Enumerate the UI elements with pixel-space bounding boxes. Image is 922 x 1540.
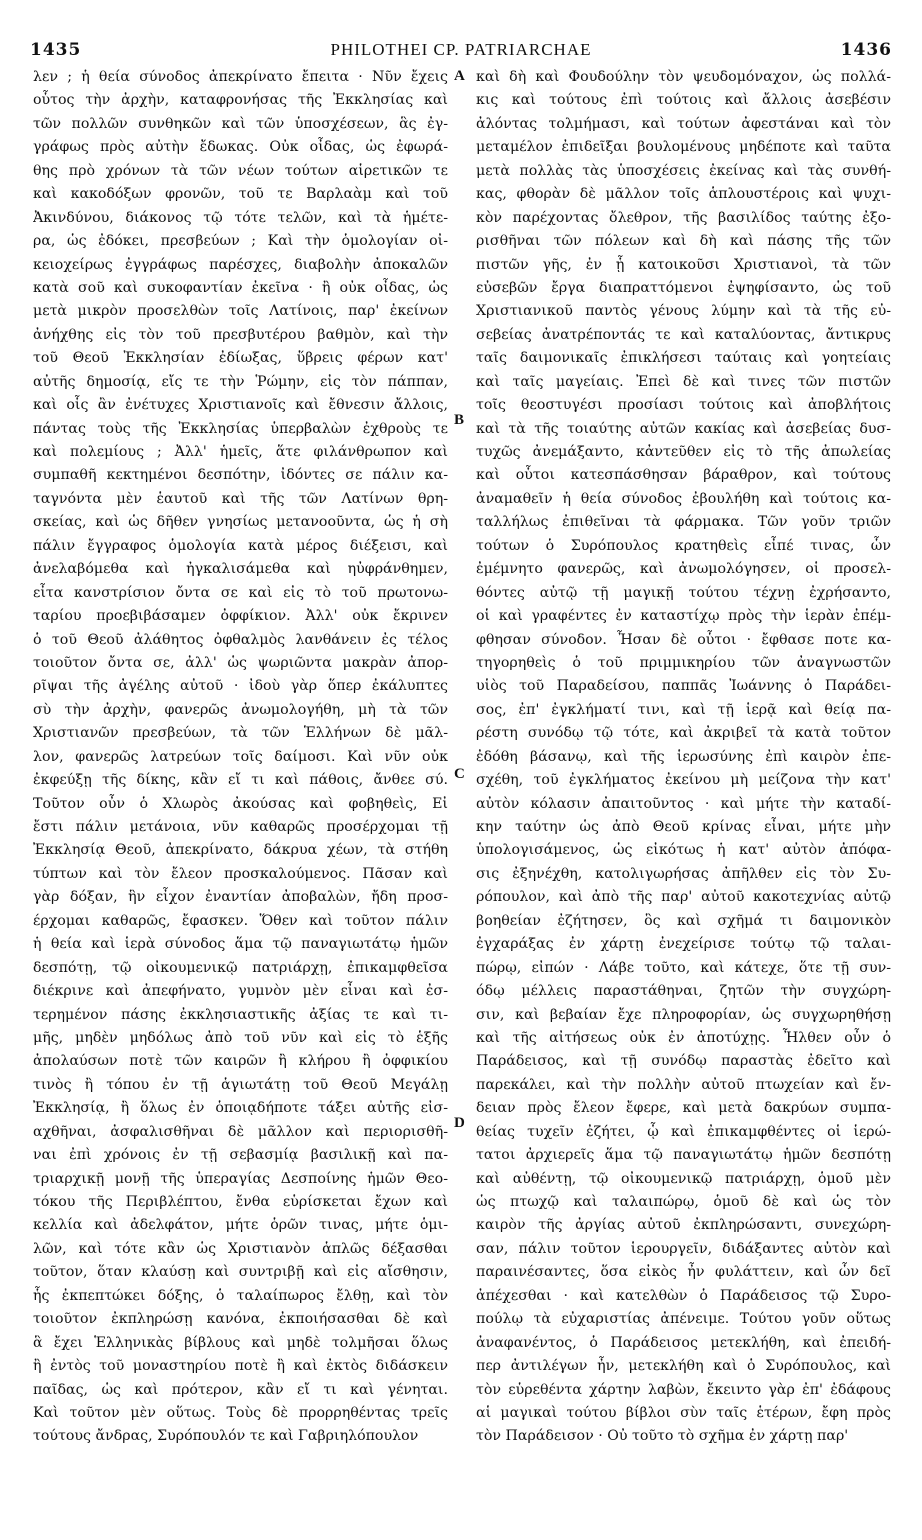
text-line: ρα, ὡς ἐδόκει, πρεσβεύων ; Καὶ τὴν ὁμολογίαν οἰ- <box>33 233 448 250</box>
text-line: καὶ τὰ τῆς τοιαύτης αὐτῶν κακίας καὶ ἀσεβείας δυσ- <box>476 420 891 437</box>
section-marker-b: B <box>454 412 465 428</box>
text-line: καὶ ταῖς μαγείαις. Ἐπεὶ δὲ καὶ τινες τῶν πιστῶν <box>476 373 891 390</box>
text-line: σαν, πάλιν τοῦτον ἱερουργεῖν, διδάξαντες αὐτὸν καὶ <box>476 1240 891 1257</box>
text-line: ἔστι πάλιν μετάνοια, νῦν καθαρῶς προσέρχομαι τῇ <box>33 819 448 835</box>
text-line: σιν, καὶ βεβαίαν ἔχε πληροφορίαν, ὡς συγχωρηθήσῃ <box>476 1006 891 1023</box>
text-line: ρισθῆναι τῶν πόλεων καὶ δὴ καὶ πάσης τῆς τῶν <box>476 233 891 250</box>
right-page-number: 1436 <box>840 40 892 60</box>
text-line: ἐδόθη βάσανῳ, καὶ τῆς ἱερωσύνης ἐπὶ καιρὸν ἐπε- <box>476 748 891 765</box>
text-line: ἀπέχεσθαι · καὶ κατελθὼν ὁ Παράδεισος τῷ Συρο- <box>476 1287 891 1304</box>
text-line: κελλία καὶ ἀδελφάτον, μήτε ὁρῶν τινας, μήτε ὁμι- <box>33 1217 448 1234</box>
text-line: Χριστιανικοῦ παντὸς γένους λύμην καὶ τὰ τῆς εὐ- <box>476 303 891 320</box>
text-line: ἐγχαράξας ἐν χάρτῃ ἐνεχείρισε τούτῳ τῷ ταλαι- <box>476 936 891 953</box>
text-line: παραινέσαντες, ὅσα εἰκὸς ἦν φυλάττειν, καὶ ὧν δεῖ <box>476 1264 891 1281</box>
text-line: σὺ τὴν ἀρχὴν, φανερῶς ἀνωμολογήθη, μὴ τὰ τῶν <box>33 701 448 718</box>
text-line: κας, φθορὰν δὲ μᾶλλον τοῖς ἁπλουστέροις καὶ ψυχι- <box>476 186 891 203</box>
text-line: ἃ ἔχει Ἑλληνικὰς βίβλους καὶ μηδὲ τολμῆσαι ὅλως <box>33 1334 448 1351</box>
text-line: τὸν Παράδεισον · Οὐ τοῦτο τὸ σχῆμα ἐν χάρτῃ παρ' <box>476 1428 849 1445</box>
text-line: θόντες αὐτῷ τῇ μαγικῇ τούτου τέχνῃ ἐχρήσαντο, <box>476 584 891 601</box>
section-marker-a: A <box>454 68 465 84</box>
text-line: ἀναφανέντος, ὁ Παράδεισος μετεκλήθη, καὶ ἐπειδή- <box>476 1334 891 1351</box>
text-line: καὶ οὗτοι κατεσπάσθησαν βάραθρον, καὶ τούτους <box>476 467 891 484</box>
text-line: πώρῳ, εἰπών · Λάβε τοῦτο, καὶ κάτεχε, ὅτε τῇ συν- <box>476 959 891 976</box>
section-marker-c: C <box>454 766 465 782</box>
text-line: τόκου τῆς Περιβλέπτου, ἔνθα εὑρίσκεται ἔχων καὶ <box>33 1194 448 1210</box>
text-line: Παράδεισος, καὶ τῇ συνόδῳ παραστὰς ἐδεῖτο καὶ <box>476 1053 891 1070</box>
text-line: όδῳ μέλλεις παραστάθηναι, ζητῶν τὴν συγχώρη- <box>476 983 891 1000</box>
text-line: γράφως πρὸς αὐτὴν ἔδωκας. Οὐκ οἶδας, ὡς ἐφωρά- <box>33 139 448 156</box>
text-line: διέκρινε καὶ ἀπεφήνατο, γυμνὸν μὲν εἶναι καὶ ἐσ- <box>33 983 448 1000</box>
text-line: κειοχείρως ἐγγράφως παρέσχες, διαβολὴν ἀποκαλῶν <box>33 256 448 273</box>
text-line: τούτων ὁ Συρόπουλος κρατηθεὶς εἶπέ τινας, ὧν <box>476 537 891 554</box>
text-line: Ἐκκλησίᾳ, ἢ ὅλως ἐν ὁποιᾳδήποτε τάξει αὐτῆς εἰσ- <box>33 1100 448 1117</box>
text-line: κὸν παρέχοντας ὄλεθρον, τῆς βασιλίδος ταύτης ἐξο- <box>476 209 891 226</box>
text-line: τατοι ἀρχιερεῖς ἅμα τῷ παναγιωτάτῳ ἡμῶν δεσπότῃ <box>476 1147 891 1164</box>
text-line: οἱ καὶ γραφέντες ἐν καταστίχῳ πρὸς τὴν ἱερὰν ἐπέμ- <box>476 608 891 625</box>
text-line: καὶ οἷς ἂν ἐνέτυχες Χριστιανοῖς καὶ ἔθνεσιν ἄλλοις, <box>33 397 448 414</box>
right-text-column <box>476 66 891 1449</box>
text-line: εὐσεβῶν ἔργα διαπραττόμενοι ἐψηφίσαντο, ὡς τοῦ <box>476 279 891 296</box>
text-line: κις καὶ τούτους ἐπὶ τούτοις καὶ ἄλλοις ἀσεβέσιν <box>476 92 891 109</box>
text-line: τὸν εὑρεθέντα χάρτην λαβὼν, ἔκειντο γὰρ ἐπ' ἐδάφους <box>476 1381 891 1398</box>
text-line: τοῦτον, ὅταν κλαύσῃ καὶ συντριβῇ καὶ εἰς αἴσθησιν, <box>33 1264 448 1281</box>
text-line: πιστῶν γῆς, ἐν ᾗ κατοικοῦσι Χριστιανοὶ, τὰ τῶν <box>476 256 891 273</box>
text-line: γὰρ δόξαν, ἣν εἶχον ἐναντίαν ἀποβαλὼν, ἤδη προσ- <box>33 889 448 906</box>
text-line: συμπαθῆ κεκτημένοι δεσπότην, ἰδόντες σε πάλιν κα- <box>33 467 448 484</box>
text-line: καὶ δὴ καὶ Φουδούλην τὸν ψευδομόναχον, ὡς πολλά- <box>476 69 891 85</box>
text-line: υἱὸς τοῦ Παραδείσου, παππᾶς Ἰωάννης ὁ Παράδει- <box>476 678 891 695</box>
text-line: ἢ ἐντὸς τοῦ μοναστηρίου ποτὲ ἢ καὶ ἐκτὸς διδάσκειν <box>33 1358 448 1375</box>
text-line: ἀνήχθης εἰς τὸν τοῦ πρεσβυτέρου βαθμὸν, καὶ τὴν <box>33 326 448 343</box>
text-line: δειαν πρὸς ἔλεον ἔφερε, καὶ μετὰ δακρύων συμπα- <box>476 1100 891 1117</box>
text-line: Τοῦτον οὖν ὁ Χλωρὸς ἀκούσας καὶ φοβηθεὶς, Εἰ <box>33 795 448 812</box>
text-line: τῶν πολλῶν συνθηκῶν καὶ τῶν ὑποσχέσεων, ἃς ἐγ- <box>33 115 448 132</box>
text-line: καὶ αὐθέντῃ, τῷ οἰκουμενικῷ πατριάρχῃ, ὁμοῦ μὲν <box>476 1170 891 1187</box>
text-line: ἧς ἐκπεπτώκει δόξης, ὁ ταλαίπωρος ἔλθῃ, καὶ τὸν <box>33 1287 448 1304</box>
text-line: μεταμέλον ἐπιδεῖξαι βουλομένους μηδέποτε καὶ ταῦτα <box>476 139 891 156</box>
text-line: οὗτος τὴν ἀρχὴν, καταφρονήσας τῆς Ἐκκλησίας καὶ <box>33 92 448 109</box>
text-line: ἀπολαύσων ποτὲ τῶν καιρῶν ἢ κλήρου ἢ ὀφφικίου <box>33 1053 448 1070</box>
text-line: καὶ κακοδόξων φρονῶν, τοῦ τε Βαρλαὰμ καὶ τοῦ <box>33 186 448 203</box>
left-text-column <box>33 66 448 1449</box>
text-line: Ἀκινδύνου, διάκονος τῷ τότε τελῶν, καὶ τὰ ἡμέτε- <box>33 209 448 226</box>
text-line: λεν ; ἡ θεία σύνοδος ἀπεκρίνατο ἔπειτα · Νῦν ἔχεις <box>33 69 448 85</box>
text-line: λῶν, καὶ τότε κἂν ὡς Χριστιανὸν ἁπλῶς δέξασθαι <box>33 1240 448 1257</box>
text-line: ρόπουλον, καὶ ἀπὸ τῆς παρ' αὐτοῦ κακοτεχνίας αὐτῷ <box>476 889 891 906</box>
text-line: λον, φανερῶς λατρεύων τοῖς δαίμοσι. Καὶ νῦν οὐκ <box>33 748 448 765</box>
text-line: ἐκφεύξῃ τῆς δίκης, κἂν εἴ τι καὶ πάθοις, ἄνθεε σύ. <box>33 772 448 789</box>
text-line: ἀλόντας τολμήμασι, καὶ τούτων ἀφεστάναι καὶ τὸν <box>476 115 891 132</box>
page-header <box>30 40 892 64</box>
text-line: σκείας, καὶ ὡς δῆθεν γνησίως μετανοοῦντα, ὡς ἡ σὴ <box>33 514 448 531</box>
left-page-number: 1435 <box>30 40 82 60</box>
text-line: τερημένον πάσης ἐκκλησιαστικῆς ἀξίας τε καὶ τι- <box>33 1006 448 1023</box>
text-line: καὶ τῆς αἰτήσεως οὐκ ἐν ἀποτύχῃς. Ἦλθεν οὖν ὁ <box>476 1029 891 1046</box>
text-line: πούλῳ τὰ εὐχαριστίας ἀπένειμε. Τούτου γοῦν οὕτως <box>476 1311 891 1328</box>
text-line: ρέστη συνόδῳ τῷ τότε, καὶ ἀκριβεῖ τὰ κατὰ τοῦτον <box>476 725 891 742</box>
text-line: ρῖψαι τῆς ἀγέλης αὐτοῦ · ἰδοὺ γὰρ ὅπερ ἐκάλυπτες <box>33 678 448 695</box>
text-line: καὶ πολεμίους ; Ἀλλ' ἡμεῖς, ἅτε φιλάνθρωπον καὶ <box>33 444 448 460</box>
text-line: παρεκάλει, καὶ τὴν πολλὴν αὐτοῦ πτωχείαν καὶ ἔν- <box>476 1076 891 1093</box>
text-line: σος, ἐπ' ἐγκλήματί τινι, καὶ τῇ ἱερᾷ καὶ θείᾳ πα- <box>476 701 891 718</box>
text-line: ἀνελαβόμεθα καὶ ἠγκαλισάμεθα καὶ ηὐφράνθημεν, <box>33 561 448 578</box>
text-line: πάλιν ἔγγραφος ὁμολογία κατὰ μέρος διέξεισι, καὶ <box>33 537 448 554</box>
text-line: Ἐκκλησίᾳ Θεοῦ, ἀπεκρίνατο, δάκρυα χέων, τὰ στήθη <box>33 842 448 859</box>
text-line: ταγνόντα μὲν ἑαυτοῦ καὶ τῆς τῶν Λατίνων θρη- <box>33 490 448 507</box>
text-line: περ ἀντιλέγων ἦν, μετεκλήθη καὶ ὁ Συρόπουλος, καὶ <box>476 1358 891 1375</box>
text-line: τυχῶς ἀνεμάξαντο, κἀντεῦθεν εἰς τὸ τῆς ἀπωλείας <box>476 444 891 460</box>
running-title: PHILOTHEI CP. PATRIARCHAE <box>330 40 592 59</box>
text-line: έρχομαι καθαρῶς, ἔφασκεν. Ὅθεν καὶ τοῦτον πάλιν <box>33 912 448 929</box>
text-line: ἐμέμνητο φανερῶς, καὶ ἀνωμολόγησεν, οἱ προσελ- <box>476 561 891 578</box>
text-line: καιρὸν τῆς ἀργίας αὐτοῦ ἐκπληρώσαντι, συνεχώρη- <box>476 1217 891 1234</box>
text-line: θης πρὸ χρόνων τὰ τῶν νέων τούτων αἱρετικῶν τε <box>33 162 448 179</box>
text-line: αχθῆναι, ἀσφαλισθῆναι δὲ μᾶλλον καὶ περιορισθῆ- <box>33 1123 448 1140</box>
text-line: δεσπότῃ, τῷ οἰκουμενικῷ πατριάρχῃ, ἐπικαμφθεῖσα <box>33 959 448 976</box>
text-line: εἶτα κανστρίσιον ὄντα σε καὶ εἰς τὸ τοῦ πρωτονω- <box>33 584 448 601</box>
text-line: αὐτῆς δημοσίᾳ, εἴς τε τὴν Ῥώμην, εἰς τὸν πάππαν, <box>33 373 448 390</box>
text-line: ταρίου προεβιβάσαμεν ὀφφίκιον. Ἀλλ' οὐκ ἔκρινεν <box>33 608 448 625</box>
text-line: μετὰ πολλὰς τὰς ὑποσχέσεις ἐκείνας καὶ τὰς συνθή- <box>476 162 891 179</box>
text-line: σεβείας ἀνατρέποντάς τε καὶ καταλύοντας, ἄντικρυς <box>476 326 891 343</box>
text-line: τούτους ἄνδρας, Συρόπουλόν τε καὶ Γαβριηλόπουλον <box>33 1428 419 1445</box>
text-line: ἡ θεία καὶ ἱερὰ σύνοδος ἅμα τῷ παναγιωτάτῳ ἡμῶν <box>33 936 448 953</box>
text-line: παῖδας, ὡς καὶ πρότερον, κἂν εἴ τι καὶ γένηται. <box>33 1381 448 1398</box>
text-line: τοῖς θεοστυγέσι προσίασι τούτοις καὶ ἀποβλήτοις <box>476 397 891 414</box>
text-line: ὁ τοῦ Θεοῦ ἀλάθητος ὀφθαλμὸς λανθάνειν ἐς τέλος <box>33 631 448 648</box>
text-line: πάντας τοὺς τῆς Ἐκκλησίας ὑπερβαλὼν ἐχθροὺς τε <box>33 420 448 437</box>
text-line: αὐτὸν κόλασιν ἀπαιτοῦντος · καὶ μήτε τὴν καταδί- <box>476 795 891 812</box>
text-line: Καὶ τοῦτον μὲν οὕτως. Τοὺς δὲ προρρηθέντας τρεῖς <box>33 1404 448 1421</box>
text-line: κην ταύτην ὡς ἀπὸ Θεοῦ κρίνας εἶναι, μήτε μὴν <box>476 819 891 835</box>
text-line: τύπτων καὶ τὸν ἔλεον προσκαλούμενος. Πᾶσαν καὶ <box>33 865 448 882</box>
text-line: τηγορηθεὶς ὁ τοῦ πριμμικηρίου τῶν ἀναγνωστῶν <box>476 654 891 671</box>
text-line: ἀναμαθεῖν ἡ θεία σύνοδος ἐβουλήθη καὶ τούτοις κα- <box>476 490 891 507</box>
text-line: τινὸς ἢ τόπου ἐν τῇ ἁγιωτάτῃ τοῦ Θεοῦ Μεγάλῃ <box>33 1076 448 1093</box>
text-line: βοηθείαν ἐζήτησεν, ὃς καὶ σχῆμά τι δαιμονικὸν <box>476 912 891 929</box>
text-line: αἱ μαγικαὶ τούτου βίβλοι σὺν ταῖς ἑτέρων, ἔφη πρὸς <box>476 1404 891 1421</box>
text-line: τοιοῦτον ὄντα σε, ἀλλ' ὡς ψωριῶντα μακρὰν ἀπορ- <box>33 654 448 671</box>
text-line: φθησαν σύνοδον. Ἦσαν δὲ οὗτοι · ἔφθασε ποτε κα- <box>476 631 891 648</box>
text-line: ναι ἐπὶ χρόνοις ἐν τῇ σεβασμίᾳ βασιλικῇ καὶ πα- <box>33 1147 448 1164</box>
text-line: σις ἐξηνέχθη, κατολιγωρήσας ἀπῆλθεν εἰς τὸν Συ- <box>476 865 891 882</box>
text-line: σχέθη, τοῦ ἐγκλήματος ἐκείνου μὴ μείζονα τὴν κατ' <box>476 772 891 789</box>
text-line: μετὰ μικρὸν προσελθὼν τοῖς Λατίνοις, παρ' ἐκείνων <box>33 303 448 320</box>
text-line: τοῦ Θεοῦ Ἐκκλησίαν ἐδίωξας, ὕβρεις φέρων κατ' <box>33 350 448 367</box>
text-line: τριαρχικῇ μονῇ τῆς ὑπεραγίας Δεσποίνης ἡμῶν Θεο- <box>33 1170 448 1187</box>
section-marker-d: D <box>454 1115 465 1131</box>
text-line: ταλλήλως ἐπιθεῖναι τὰ φάρμακα. Τῶν γοῦν τριῶν <box>476 514 891 531</box>
text-line: ὡς πτωχῷ καὶ ταλαιπώρῳ, ὁμοῦ δὲ καὶ ὡς τὸν <box>476 1194 891 1210</box>
text-line: Χριστιανῶν πρεσβεύων, τὰ τῶν Ἑλλήνων δὲ μᾶλ- <box>33 725 448 742</box>
text-line: ταῖς δαιμονικαῖς ἐπικλήσεσι ταύταις καὶ γοητείαις <box>476 350 891 367</box>
text-line: κατὰ σοῦ καὶ συκοφαντίαν ἐκεῖνα · ἢ οὐκ οἶδας, ὡς <box>33 279 448 296</box>
text-line: ὑπολογισάμενος, ὡς εἰκότως ἡ κατ' αὐτὸν ἀπόφα- <box>476 842 891 859</box>
text-line: μῆς, μηδὲν μηδόλως ἀπὸ τοῦ νῦν καὶ εἰς τὸ ἑξῆς <box>33 1029 448 1046</box>
text-line: τοιοῦτον ἐκπληρώσῃ κανόνα, ἐκποιήσασθαι δὲ καὶ <box>33 1311 448 1328</box>
text-line: θείας τυχεῖν ἐζήτει, ᾧ καὶ ἐπικαμφθέντες οἱ ἱερώ- <box>476 1123 891 1140</box>
